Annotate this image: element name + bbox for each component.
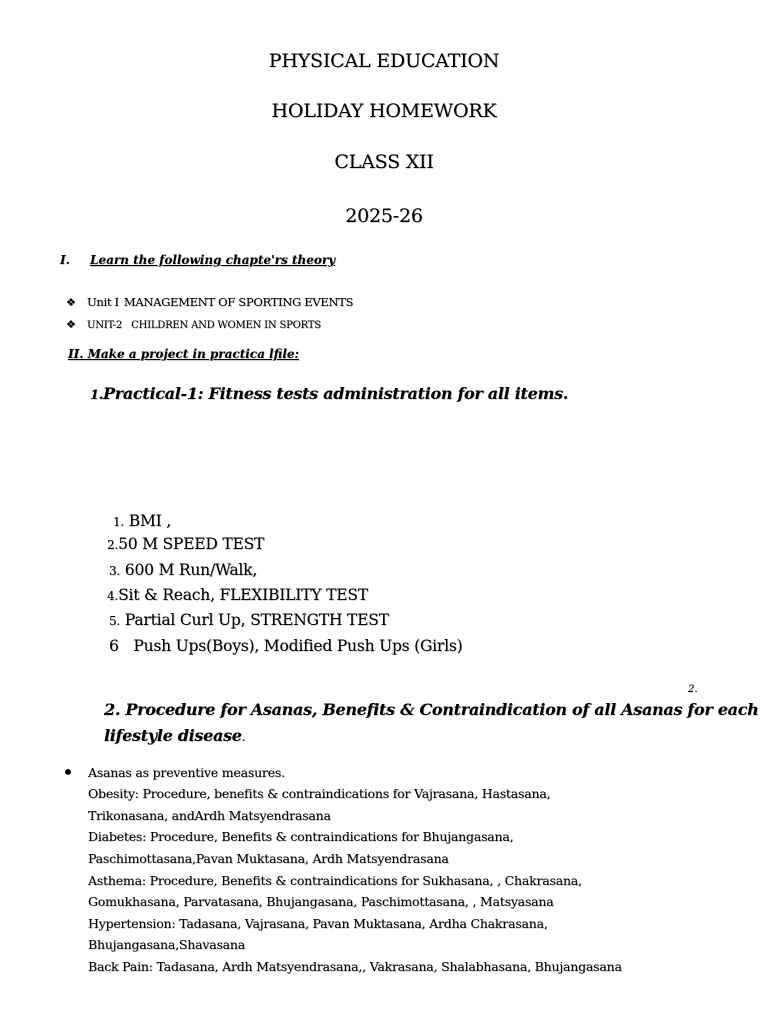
diamond-bullet-icon: ❖ bbox=[66, 296, 76, 309]
test-number: 1. bbox=[113, 515, 125, 529]
subject-heading: PHYSICAL EDUCATION bbox=[268, 50, 500, 72]
asana-line: Diabetes: Procedure, Benefits & contraindications for Bhujangasana, bbox=[88, 829, 514, 844]
test-number: 2. bbox=[107, 538, 119, 552]
test-item-speed bbox=[107, 535, 264, 553]
test-number: 5. bbox=[109, 614, 121, 628]
test-number: 6 bbox=[109, 637, 119, 655]
test-number: 4. bbox=[107, 589, 119, 603]
unit-prefix: UNIT-2 bbox=[86, 320, 123, 331]
asana-line: Asanas as preventive measures. bbox=[88, 765, 285, 780]
section1-heading: Learn the following chapte'rs theory bbox=[90, 253, 336, 267]
practical-2-heading-line1: 2. Procedure for Asanas, Benefits & Contraindication of all Asanas for each bbox=[104, 700, 759, 719]
unit-title: CHILDREN AND WOMEN IN SPORTS bbox=[131, 320, 321, 331]
asana-line: Obesity: Procedure, benefits & contraindications for Vajrasana, Hastasana, bbox=[88, 786, 551, 801]
test-item-run-walk bbox=[109, 561, 257, 579]
practical-2-heading-text: lifestyle disease bbox=[104, 726, 242, 745]
practical-1-text: Practical-1: Fitness tests administration for all items. bbox=[102, 384, 569, 403]
asana-line: Trikonasana, andArdh Matsyendrasana bbox=[88, 808, 331, 823]
asana-line: Hypertension: Tadasana, Vajrasana, Pavan Muktasana, Ardha Chakrasana, bbox=[88, 916, 548, 931]
practical-2-heading-line2 bbox=[104, 726, 245, 745]
test-text: Sit & Reach, FLEXIBILITY TEST bbox=[118, 586, 368, 604]
test-text: 600 M Run/Walk, bbox=[124, 561, 258, 579]
test-item-push-ups bbox=[109, 637, 463, 655]
asana-line: Gomukhasana, Parvatasana, Bhujangasana, Paschimottasana, , Matsyasana bbox=[88, 894, 554, 909]
section2-heading: II. Make a project in practica lfile: bbox=[68, 347, 299, 361]
session-label: 2025-26 bbox=[345, 205, 423, 227]
unit-item-2 bbox=[66, 313, 321, 332]
test-number: 3. bbox=[109, 564, 121, 578]
section1-numeral: I. bbox=[60, 253, 70, 267]
unit-item-1 bbox=[66, 291, 353, 310]
practical-1-number: 1. bbox=[90, 388, 103, 403]
test-text: BMI , bbox=[128, 512, 172, 530]
test-item-flexibility bbox=[107, 586, 368, 604]
margin-number: 2. bbox=[688, 684, 698, 695]
unit-prefix: Unit I bbox=[86, 295, 119, 309]
practical-2-heading-period: . bbox=[241, 730, 246, 744]
unit-title: MANAGEMENT OF SPORTING EVENTS bbox=[123, 295, 354, 309]
class-label: CLASS XII bbox=[334, 151, 434, 173]
asana-line: Asthema: Procedure, Benefits & contraindications for Sukhasana, , Chakrasana, bbox=[88, 873, 582, 888]
practical-1-heading bbox=[90, 384, 568, 403]
test-item-bmi bbox=[113, 512, 171, 530]
asana-line: Paschimottasana,Pavan Muktasana, Ardh Matsyendrasana bbox=[88, 851, 449, 866]
test-item-strength bbox=[109, 611, 389, 629]
bullet-icon: • bbox=[62, 760, 74, 784]
homework-title: HOLIDAY HOMEWORK bbox=[271, 100, 497, 122]
test-text: 50 M SPEED TEST bbox=[118, 535, 265, 553]
asana-line: Back Pain: Tadasana, Ardh Matsyendrasana,, Vakrasana, Shalabhasana, Bhujangasana bbox=[88, 959, 622, 974]
asana-line: Bhujangasana,Shavasana bbox=[88, 937, 246, 952]
test-text: Push Ups(Boys), Modified Push Ups (Girls) bbox=[133, 637, 463, 655]
test-text: Partial Curl Up, STRENGTH TEST bbox=[124, 611, 389, 629]
diamond-bullet-icon: ❖ bbox=[66, 318, 76, 331]
